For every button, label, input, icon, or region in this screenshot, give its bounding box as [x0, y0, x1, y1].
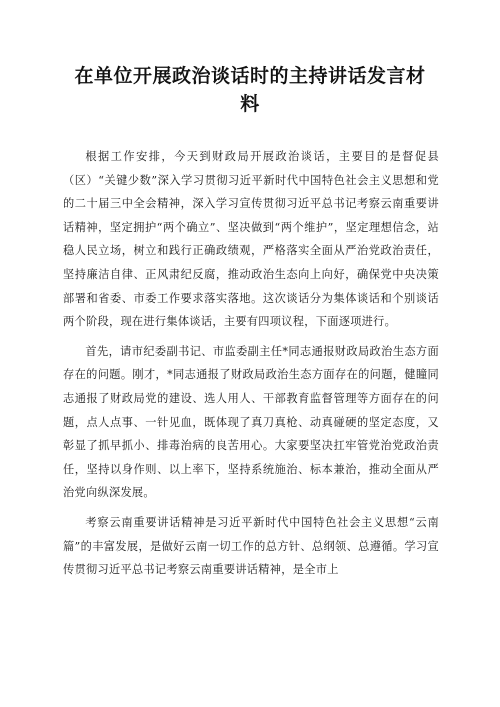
- paragraph: 考察云南重要讲话精神是习近平新时代中国特色社会主义思想“云南篇”的丰富发展，是做好云南一切工作的总方针、总纲领、总遵循。学习宣传贯彻习近平总书记考察云南重要讲话精神，是全市上: [63, 515, 439, 577]
- document-title: 在单位开展政治谈话时的主持讲话发言材料: [74, 65, 426, 115]
- document-body: [63, 145, 439, 588]
- paragraph: 首先，请市纪委副书记、市监委副主任*同志通报财政局政治生态方面存在的问题。刚才，*同志通报了财政局政治生态方面存在的问题，健瞳同志通报了财政局党的建设、选人用人、干部教育监督管理等方面存在的问题，点人点事、一针见血，既体现了真刀真枪、动真碰硬的坚定态度，又彰显了抓早抓小、排毒治病的良苦用心。大家要坚决扛牢管党治党政治责任，坚持以身作则、以上率下，坚持系统施治、标本兼治，推动全面从严治党向纵深发展。: [63, 344, 439, 500]
- paragraph: 根据工作安排，今天到财政局开展政治谈话，主要目的是督促县（区）“关键少数”深入学习贯彻习近平新时代中国特色社会主义思想和党的二十届三中全会精神，深入学习宣传贯彻习近平总书记考察云南重要讲话精神，坚定拥护“两个确立”、坚决做到“两个维护”，坚定理想信念，站稳人民立场，树立和践行正确政绩观，严格落实全面从严治党政治责任，坚持廉洁自律、正风肃纪反腐，推动政治生态向上向好，确保党中央决策部署和省委、市委工作要求落实落地。这次谈话分为集体谈话和个别谈话两个阶段，现在进行集体谈话，主要有四项议程，下面逐项进行。: [63, 150, 439, 329]
